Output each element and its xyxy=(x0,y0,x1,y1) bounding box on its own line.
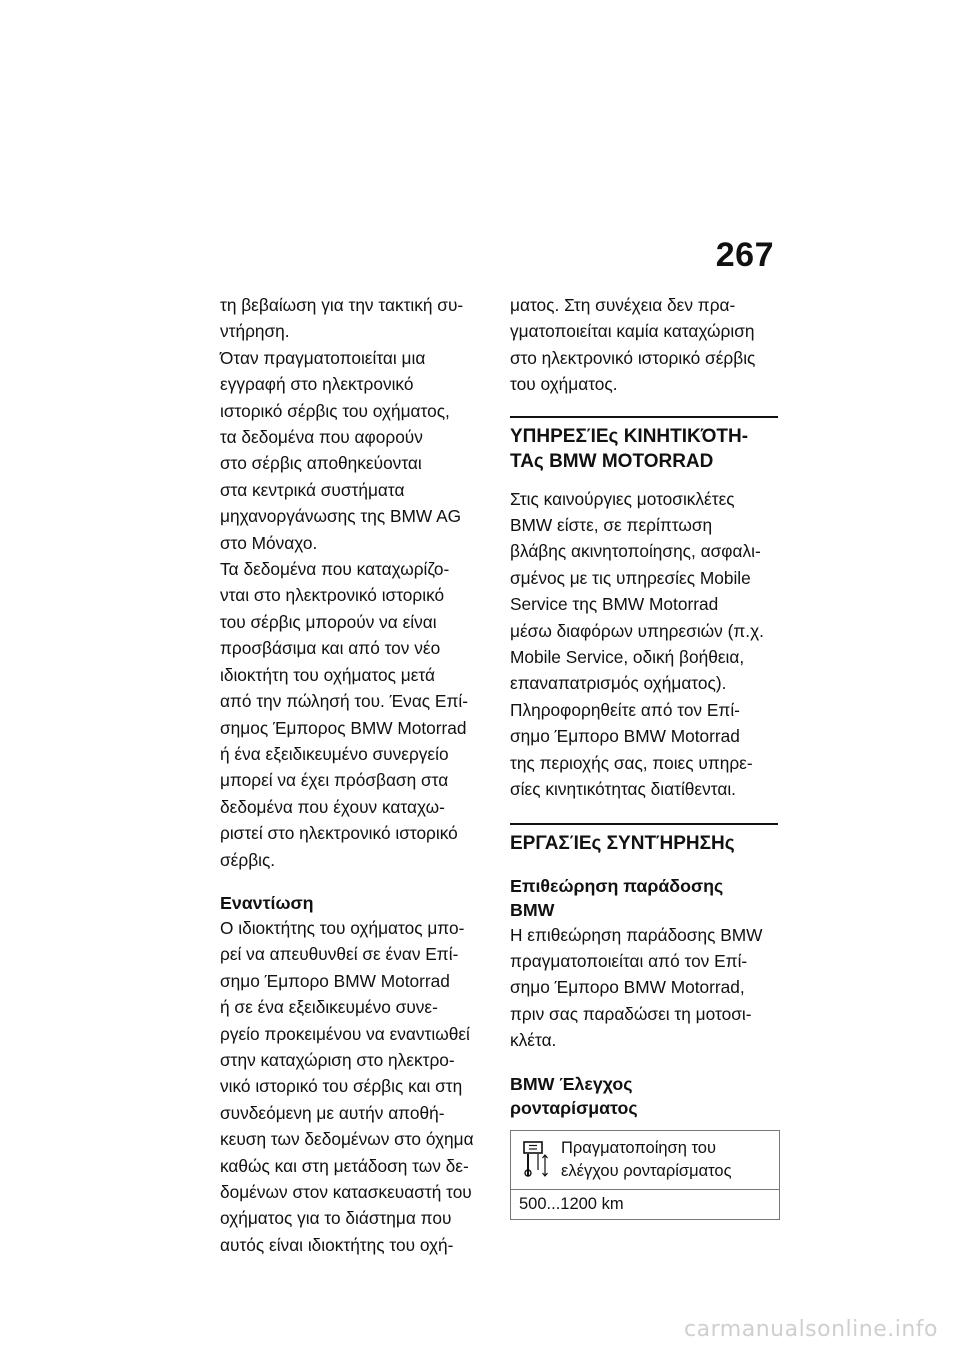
wrench-gauge-icon xyxy=(521,1139,551,1179)
paragraph-no-record: ματος. Στη συνέχεια δεν πρα- γματοποιείται καμία καταχώριση στο ηλεκτρονικό ιστορικό σέρβις του οχήματος. xyxy=(510,295,756,395)
page-number: 267 xyxy=(715,236,774,274)
heading-objection: Εναντίωση xyxy=(220,892,314,913)
paragraph-confirmation: τη βεβαίωση για την τακτική συ- ντήρηση. xyxy=(220,295,464,342)
left-column xyxy=(220,292,488,1258)
heading-run-in-check: BMW Έλεγχος ρονταρίσματος xyxy=(510,1073,638,1118)
run-in-check-table xyxy=(510,1130,780,1220)
watermark: carmanualsonline.info xyxy=(684,1317,938,1342)
paragraph-record-storage: Όταν πραγματοποιείται μια εγγραφή στο ηλεκτρονικό ιστορικό σέρβις του οχήματος, τα δεδομένα που αφορούν στο σέρβις αποθηκεύονται στα κεντρικά συστήματα μηχανοργάνωσης της BMW AG στο Μόναχο. xyxy=(220,347,462,553)
right-column xyxy=(510,292,778,1220)
paragraph-objection: Ο ιδιοκτήτης του οχήματος μπο- ρεί να απευθυνθεί σε έναν Επί- σημο Έμπορο BMW Motorrad ή σε ένα εξειδικευμένο συνε- ργείο προκειμένου να εναντιωθεί στην καταχώριση στο ηλεκτρο- νικό ιστορικό του σέρβις και στη συνδεόμενη με αυτήν αποθή- κευση των δεδομένων στο όχημα καθώς και στη μετάδοση των δε- δομένων στον κατασκευαστή του οχήματος για το διάστημα που αυτός είναι ιδιοκτήτης του οχή- xyxy=(220,917,474,1255)
run-in-check-label: Πραγματοποίηση του ελέγχου ρονταρίσματος xyxy=(561,1138,732,1180)
heading-delivery-inspection: Επιθεώρηση παράδοσης BMW xyxy=(510,875,724,920)
run-in-check-interval: 500...1200 km xyxy=(519,1194,624,1213)
paragraph-data-access: Τα δεδομένα που καταχωρίζο- νται στο ηλεκτρονικό ιστορικό του σέρβις μπορούν να είναι προσβάσιμα και από τον νέο ιδιοκτήτη του οχήματος μετά από την πώλησή του. Ένας Επί- σημος Έμπορος BMW Motorrad ή ένα εξειδικευμένο συνεργείο μπορεί να έχει πρόσβαση στα δεδομένα που έχουν καταχω- ριστεί στο ηλεκτρονικό ιστορικό σέρβις. xyxy=(220,559,468,870)
paragraph-delivery-inspection: Η επιθεώρηση παράδοσης BMW πραγματοποιείται από τον Επί- σημο Έμπορο BMW Motorrad, πριν σας παραδώσει τη μοτοσι- κλέτα. xyxy=(510,924,763,1051)
paragraph-mobility: Στις καινούργιες μοτοσικλέτες BMW είστε, σε περίπτωση βλάβης ακινητοποίησης, ασφαλι- σμένος με τις υπηρεσίες Mobile Service της BMW Motorrad μέσω διαφόρων υπηρεσιών (π.χ. Mobile Service, οδική βοήθεια, επαναπατρισμός οχήματος). Πληροφορηθείτε από τον Επί- σημο Έμπορο BMW Motorrad της περιοχής σας, ποιες υπηρε- σίες κινητικότητας διατίθενται. xyxy=(510,488,764,800)
heading-mobility-services: ΥΠΗΡΕΣΊΕς ΚΙΝΗΤΙΚΌΤΗ- ΤΑς BMW MOTORRAD xyxy=(510,416,778,474)
run-in-check-row xyxy=(511,1131,779,1190)
heading-maintenance-work: ΕΡΓΑΣΊΕς ΣΥΝΤΉΡΗΣΗς xyxy=(510,823,778,856)
